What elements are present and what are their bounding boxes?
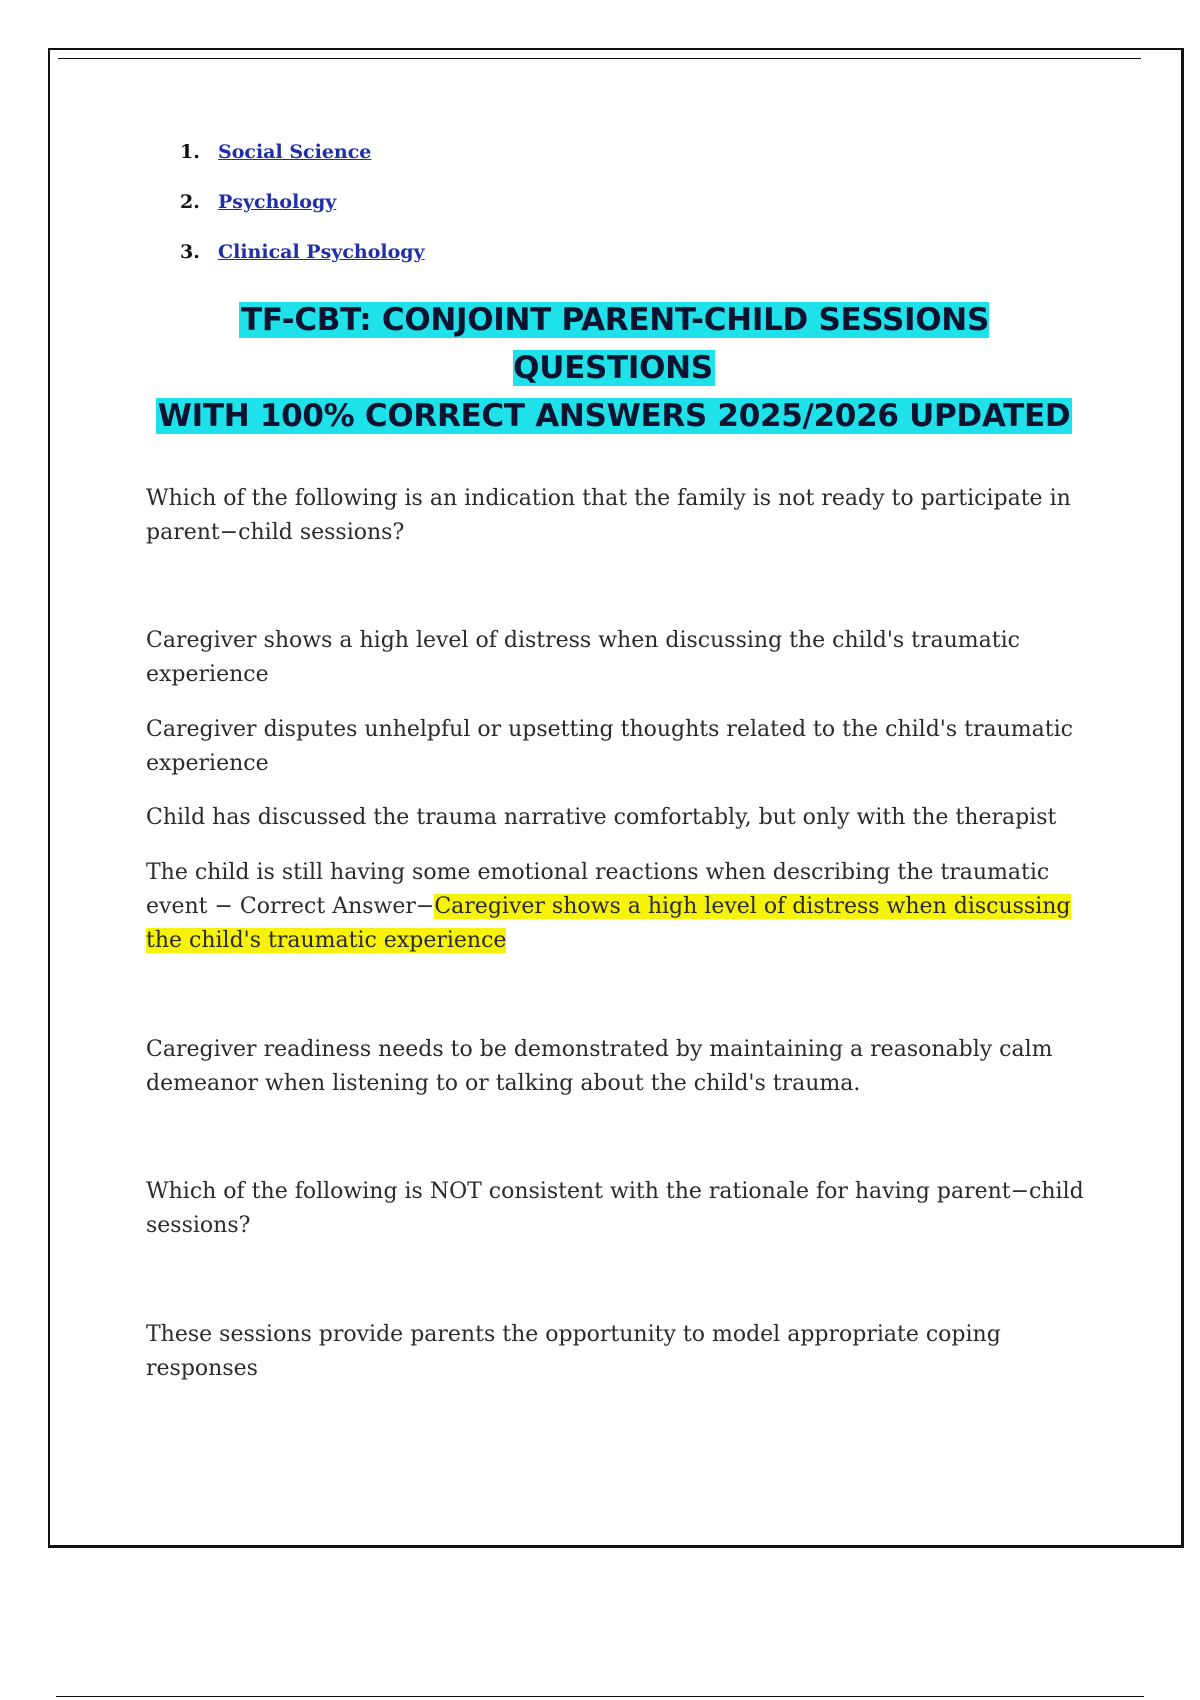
- category-breadcrumb: [180, 140, 425, 290]
- q1-option-4-with-answer: [146, 856, 1096, 958]
- breadcrumb-link-social-science[interactable]: Social Science: [218, 141, 372, 163]
- q1-option-4: The child is still having some emotional reactions when describing the traumatic event: [146, 860, 1050, 919]
- bottom-rule: [56, 1696, 1144, 1697]
- question-2: Which of the following is NOT consistent with the rationale for having parent−child sessions?: [146, 1179, 1084, 1238]
- question-1: Which of the following is an indication that the family is not ready to participate in parent−child sessions?: [146, 486, 1071, 545]
- document-title: [140, 296, 1088, 440]
- q1-option-2: Caregiver disputes unhelpful or upsetting thoughts related to the child's traumatic experience: [146, 717, 1073, 776]
- breadcrumb-number: 2.: [180, 191, 200, 213]
- q1-option-3: Child has discussed the trauma narrative comfortably, but only with the therapist: [146, 805, 1057, 830]
- q2-option-1: These sessions provide parents the opportunity to model appropriate coping responses: [146, 1322, 1001, 1381]
- breadcrumb-item: [180, 190, 425, 240]
- correct-answer-highlight: Caregiver shows a high level of distress when discussing the child's traumatic experience: [146, 894, 1071, 953]
- correct-answer-label: − Correct Answer−: [207, 894, 435, 919]
- breadcrumb-link-psychology[interactable]: Psychology: [218, 191, 337, 213]
- top-rule: [58, 58, 1141, 59]
- breadcrumb-item: [180, 240, 425, 290]
- q1-option-1: Caregiver shows a high level of distress when discussing the child's traumatic experience: [146, 628, 1020, 687]
- breadcrumb-link-clinical-psychology[interactable]: Clinical Psychology: [218, 241, 425, 263]
- breadcrumb-number: 1.: [180, 141, 200, 163]
- breadcrumb-number: 3.: [180, 241, 200, 263]
- breadcrumb-item: [180, 140, 425, 190]
- title-line-1: TF-CBT: CONJOINT PARENT-CHILD SESSIONS QUESTIONS: [241, 302, 989, 386]
- title-line-2: WITH 100% CORRECT ANSWERS 2025/2026 UPDATED: [157, 398, 1071, 434]
- q1-rationale: Caregiver readiness needs to be demonstrated by maintaining a reasonably calm demeanor when listening to or talking about the child's trauma.: [146, 1037, 1053, 1096]
